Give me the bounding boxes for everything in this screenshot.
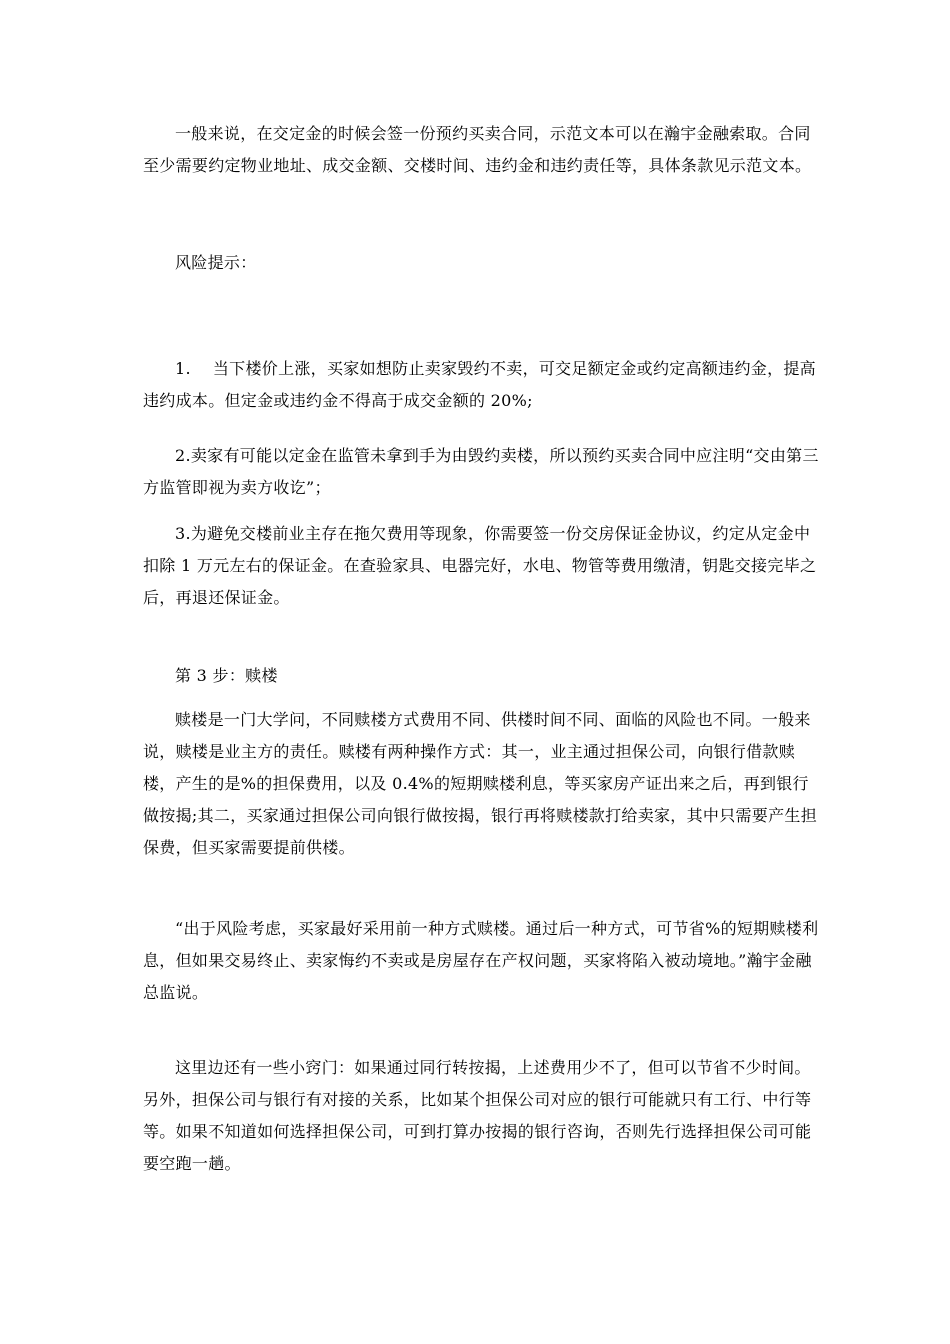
list-item-1-number: 1. — [175, 359, 191, 378]
paragraph-step-heading: 第 3 步：赎楼 — [175, 666, 278, 685]
paragraph-quote: “出于风险考虑，买家最好采用前一种方式赎楼。通过后一种方式，可节省%的短期赎楼利息，但如果交易终止、卖家悔约不卖或是房屋存在产权问题，买家将陷入被动境地。”瀚宇金融总监说。 — [143, 919, 819, 1002]
list-item-3: 3.为避免交楼前业主存在拖欠费用等现象，你需要签一份交房保证金协议，约定从定金中扣除 1 万元左右的保证金。在查验家具、电器完好，水电、物管等费用缴清，钥匙交接完毕之后，再退还保证金。 — [143, 524, 817, 607]
list-item-1 — [143, 353, 823, 417]
list-item-2: 2.卖家有可能以定金在监管未拿到手为由毁约卖楼，所以预约买卖合同中应注明“交由第三方监管即视为卖方收讫”； — [143, 446, 819, 497]
paragraph-intro: 一般来说，在交定金的时候会签一份预约买卖合同，示范文本可以在瀚宇金融索取。合同至少需要约定物业地址、成交金额、交楼时间、违约金和违约责任等，具体条款见示范文本。 — [143, 124, 812, 175]
paragraph-risk-heading: 风险提示： — [175, 253, 257, 272]
list-item-1-text: 当下楼价上涨，买家如想防止卖家毁约不卖，可交足额定金或约定高额违约金，提高违约成本。但定金或违约金不得高于成交金额的 20%; — [143, 359, 816, 410]
paragraph-redemption: 赎楼是一门大学问，不同赎楼方式费用不同、供楼时间不同、面临的风险也不同。一般来说，赎楼是业主方的责任。赎楼有两种操作方式：其一，业主通过担保公司，向银行借款赎楼，产生的是%的担保费用，以及 0.4%的短期赎楼利息，等买家房产证出来之后，再到银行做按揭;其二，买家通过担保公司向银行做按揭，银行再将赎楼款打给卖家，其中只需要产生担保费，但买家需要提前供楼。 — [143, 710, 817, 857]
paragraph-tips: 这里边还有一些小窍门：如果通过同行转按揭，上述费用少不了，但可以节省不少时间。另外，担保公司与银行有对接的关系，比如某个担保公司对应的银行可能就只有工行、中行等等。如果不知道如何选择担保公司，可到打算办按揭的银行咨询，否则先行选择担保公司可能要空跑一趟。 — [143, 1058, 812, 1173]
